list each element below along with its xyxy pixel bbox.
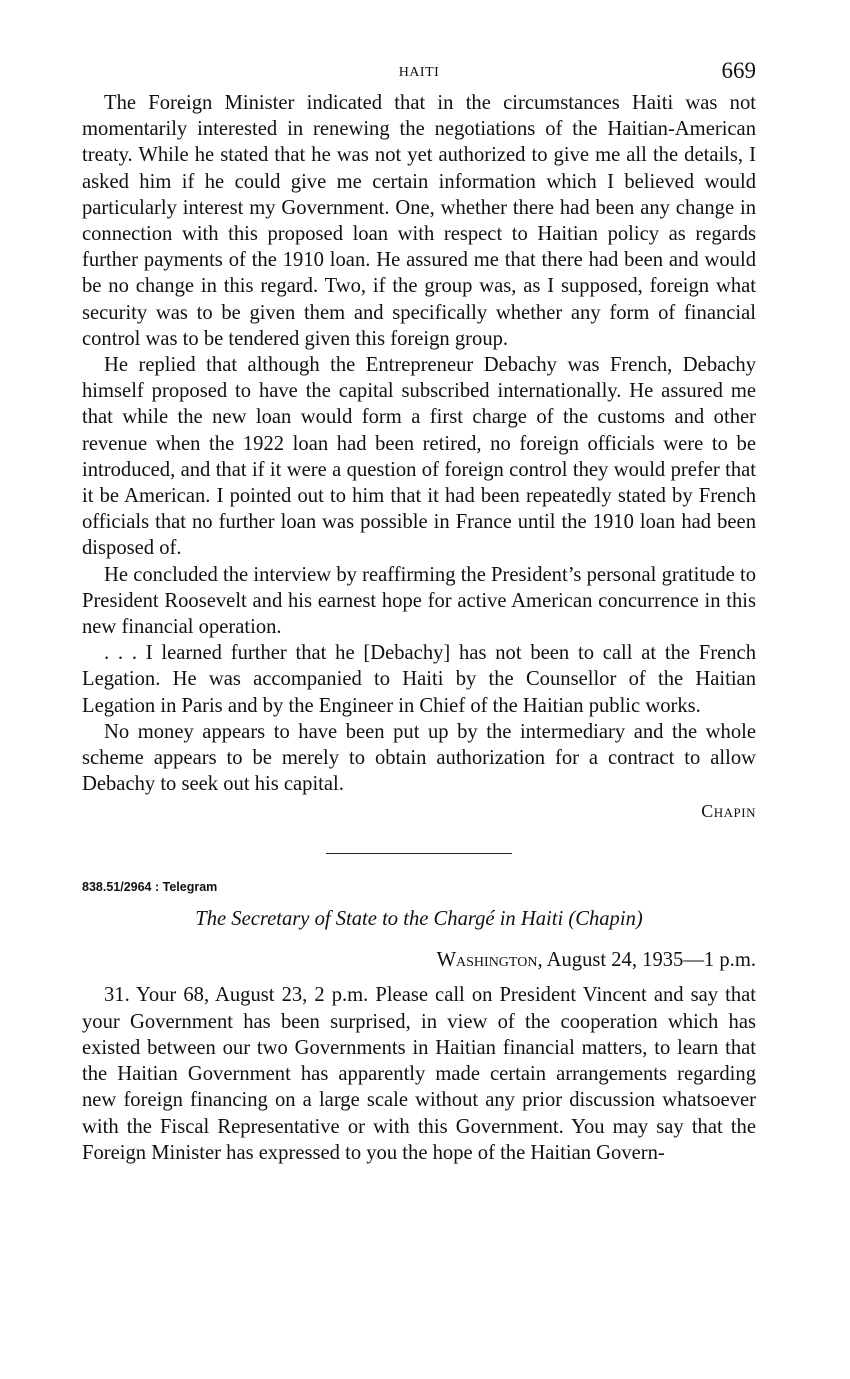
- page-number: 669: [721, 58, 756, 83]
- dateline: [82, 949, 756, 972]
- telegram-body: 31. Your 68, August 23, 2 p.m. Please call on President Vincent and say that your Government has been surprised, in view of the cooperation which has existed between our two Governments in Haitian financial matters, to learn that the Haitian Government has apparently made certain arrangements regarding new foreign financing on a large scale without any prior discussion whatsoever with the Fiscal Representative or with this Government. You may say that the Foreign Minister has expressed to you the hope of the Haitian Govern-: [82, 984, 756, 1164]
- paragraph-conclusion: He concluded the interview by reaffirming the President’s personal gratitude to President Roosevelt and his earnest hope for active American concurrence in this new financial operation.: [82, 563, 756, 639]
- paragraph-legation: . . . I learned further that he [Debachy] has not been to call at the French Legation. He was accompanied to Haiti by the Counsellor of the Haitian Legation in Paris and by the Engineer in Chief of the Haitian public works.: [82, 642, 756, 717]
- file-reference: 838.51/2964 : Telegram: [82, 880, 218, 895]
- dateline-date: , August 24, 1935—1 p.m.: [537, 949, 756, 972]
- dateline-place: Washington: [436, 949, 538, 972]
- document-title: The Secretary of State to the Chargé in Haiti (Chapin): [195, 908, 643, 931]
- signature: Chapin: [701, 801, 756, 822]
- paragraph-reply: He replied that although the Entrepreneur Debachy was French, Debachy himself proposed to have the capital subscribed internationally. He assured me that while the new loan would form a first charge of the customs and other revenue when the 1922 loan had been retired, no foreign officials were to be introduced, and that if it were a question of foreign control they would prefer that it be American. I pointed out to him that it had been repeatedly stated by French officials that no further loan was possible in France until the 1910 loan had been disposed of.: [82, 354, 756, 560]
- running-head: HAITI: [398, 65, 440, 80]
- paragraph-scheme: No money appears to have been put up by the intermediary and the whole scheme appears to be merely to obtain authorization for a contract to allow Debachy to seek out his capital.: [82, 720, 756, 796]
- document-page: [82, 58, 756, 1166]
- paragraph-foreign-minister: The Foreign Minister indicated that in the circumstances Haiti was not momentarily interested in renewing the negotiations of the Haitian-American treaty. While he stated that he was not yet authorized to give me all the details, I asked him if he could give me certain information which I believed would particularly interest my Government. One, whether there had been any change in connection with this proposed loan with respect to Haitian policy as regards further payments of the 1910 loan. He assured me that there had been and would be no change in this regard. Two, if the group was, as I supposed, foreign what security was to be given them and specifically whether any form of financial control was to be tendered given this foreign group.: [82, 92, 756, 350]
- section-divider: [326, 853, 512, 854]
- page-header: [82, 58, 756, 90]
